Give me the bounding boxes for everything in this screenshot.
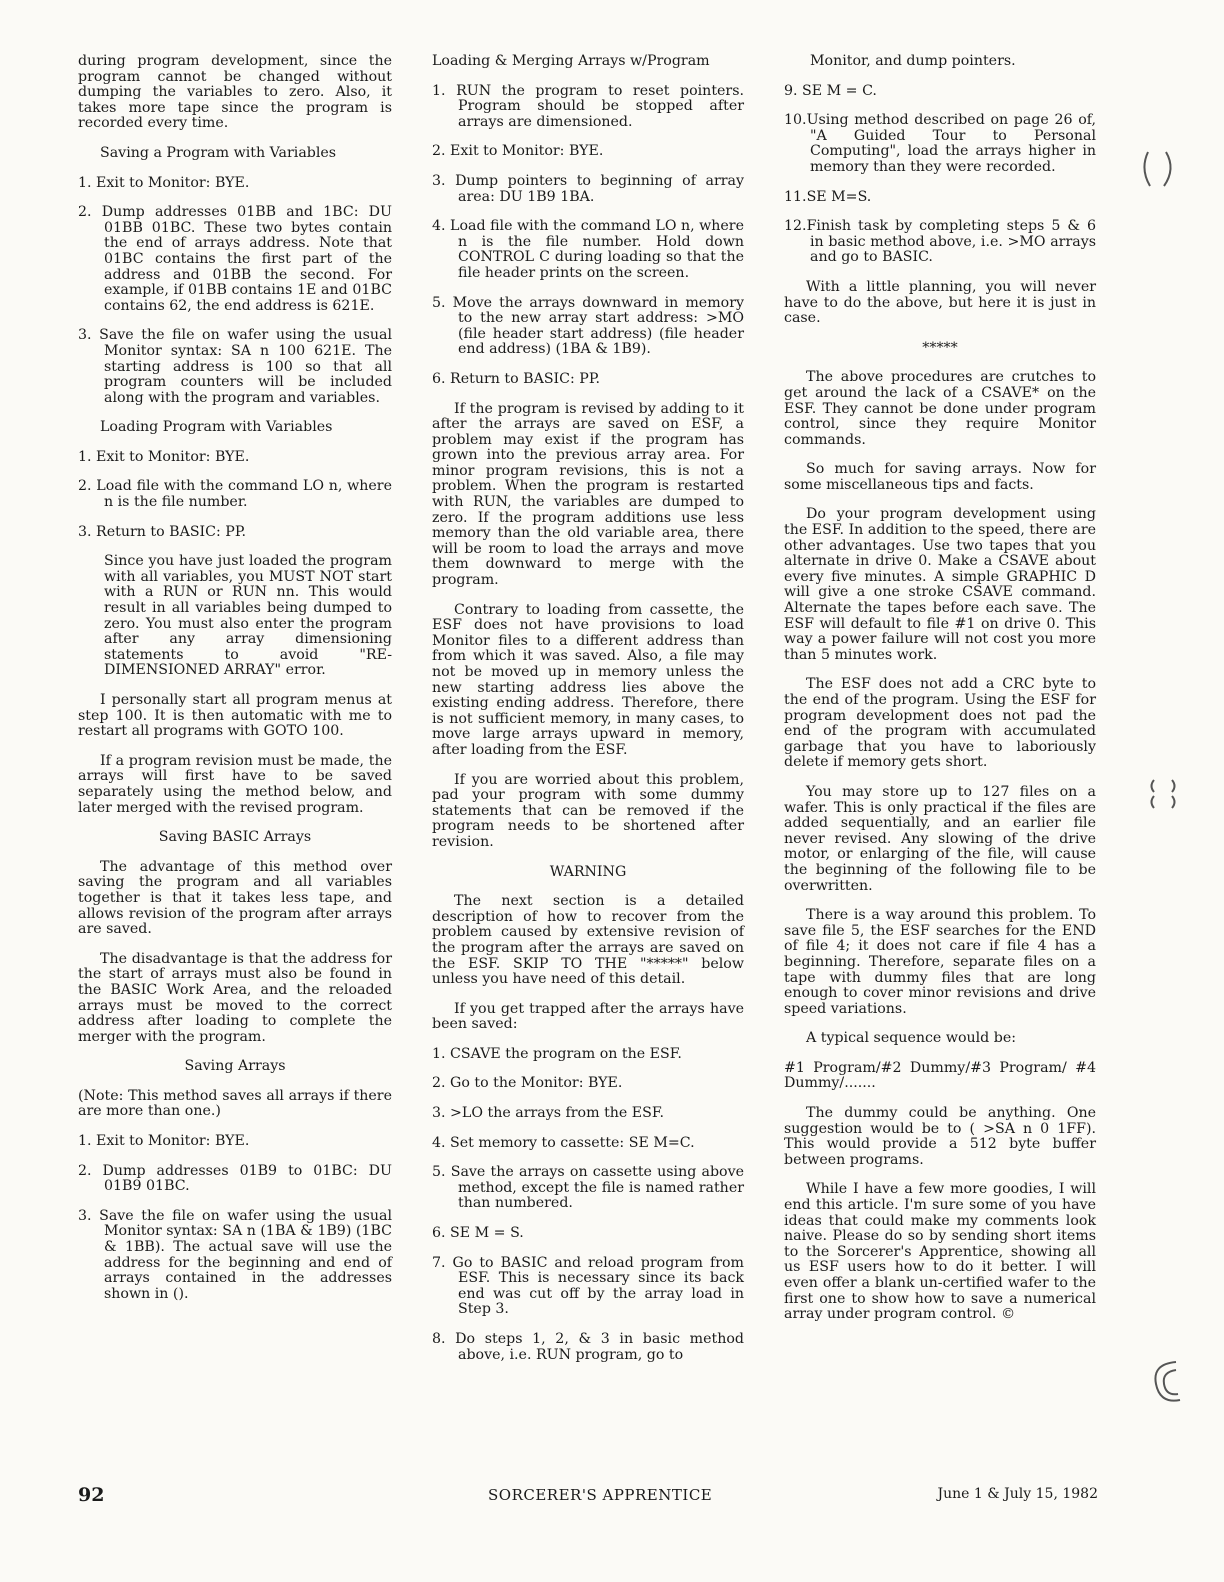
list-item-continuation: Monitor, and dump pointers.: [810, 53, 1016, 69]
column-3: [784, 54, 1096, 1337]
paragraph: during program development, since the program cannot be changed without dumping the variables to zero. Also, it takes more tape since the program is recorded every time.: [78, 53, 392, 132]
binder-hole-icon: [1138, 146, 1178, 192]
column-2: [432, 54, 744, 1377]
paragraph: The dummy could be anything. One suggestion would be to ( >SA n 0 1FF). This would provide a 512 byte buffer between programs.: [784, 1105, 1096, 1168]
list-item: 5. Move the arrays downward in memory to the new array start address: >MO (file header start address) (file header end address) (1BA & 1B9).: [432, 294, 744, 358]
paragraph: I personally start all program menus at step 100. It is then automatic with me to restart all programs with GOTO 100.: [78, 692, 392, 740]
page-footer: [78, 1484, 1098, 1506]
list-item: 3. Save the file on wafer using the usual Monitor syntax: SA n 100 621E. The starting address is 100 so that all program counters will be included along with the program and variables.: [78, 327, 392, 406]
paragraph: You may store up to 127 files on a wafer. This is only practical if the files are added sequentially, and an earlier file never revised. Any slowing of the drive motor, or enlarging of the file, will cause the beginning of the following file to be overwritten.: [784, 783, 1096, 894]
list-item: 2. Exit to Monitor: BYE.: [432, 143, 604, 160]
list-item: 3. Return to BASIC: PP.: [78, 523, 247, 540]
issue-date: June 1 & July 15, 1982: [937, 1486, 1098, 1502]
paragraph: While I have a few more goodies, I will end this article. I'm sure some of you have ideas that could make my comments look naive. Please do so by sending short items to the Sorcerer's Apprentice, showing all us ESF users how to do it better. I will even offer a blank un-certified wafer to the first one to show how to save a numerical array under program control. ©: [784, 1181, 1096, 1323]
paragraph: The next section is a detailed description of how to recover from the problem caused by extensive revision of the program after the arrays are saved on the ESF. SKIP TO THE "*****" below unless you have need of this detail.: [432, 893, 744, 988]
section-heading: Loading & Merging Arrays w/Program: [432, 53, 710, 69]
paragraph: So much for saving arrays. Now for some miscellaneous tips and facts.: [784, 461, 1096, 493]
list-item: 2. Dump addresses 01B9 to 01BC: DU 01B9 01BC.: [78, 1162, 392, 1195]
list-item: 10.Using method described on page 26 of, "A Guided Tour to Personal Computing", load the arrays higher in memory than they were recorded.: [784, 112, 1096, 175]
list-item: 9. SE M = C.: [784, 82, 877, 99]
publication-title: SORCERER'S APPRENTICE: [488, 1486, 713, 1504]
paragraph: Do your program development using the ESF. In addition to the speed, there are other advantages. Use two tapes that you alternate in drive 0. Make a CSAVE about every five minutes. A simple GRAPHIC D will give a one stroke CSAVE command. Alternate the tapes before each save. The ESF will default to file #1 on drive 0. This way a power failure will not cost you more than 5 minutes work.: [784, 506, 1096, 663]
paragraph: If you get trapped after the arrays have been saved:: [432, 1000, 744, 1033]
list-item: 1. RUN the program to reset pointers. Program should be stopped after arrays are dimensioned.: [432, 82, 744, 130]
list-item: 5. Save the arrays on cassette using above method, except the file is named rather than numbered.: [432, 1164, 744, 1212]
binder-hole-icon: [1146, 776, 1182, 810]
list-item: 4. Load file with the command LO n, where n is the file number. Hold down CONTROL C during loading so that the file header prints on the screen.: [432, 218, 744, 281]
list-item: 12.Finish task by completing steps 5 & 6 in basic method above, i.e. >MO arrays and go to BASIC.: [784, 218, 1096, 266]
list-item: 1. Exit to Monitor: BYE.: [78, 174, 250, 191]
paragraph: A typical sequence would be:: [806, 1030, 1017, 1047]
list-item: 1. Exit to Monitor: BYE.: [78, 448, 250, 465]
section-divider: *****: [922, 339, 958, 356]
section-heading: Loading Program with Variables: [100, 419, 333, 436]
paragraph: If a program revision must be made, the arrays will first have to be saved separately using the method below, and later merged with the revised program.: [78, 752, 392, 816]
paragraph: If the program is revised by adding to it after the arrays are saved on ESF, a problem may exist if the program has grown into the previous array area. For minor program revisions, this is not a problem. When the program is restarted with RUN, the variables are dumped to zero. If the program additions use less memory than the old variable area, there will be room to load the arrays and move them downward to merge with the program.: [432, 400, 744, 589]
paragraph: With a little planning, you will never have to do the above, but here it is just in case.: [784, 278, 1096, 327]
list-item: 11.SE M=S.: [784, 188, 872, 205]
list-item: 3. Save the file on wafer using the usual Monitor syntax: SA n (1BA & 1B9) (1BC & 1BB). The actual save will use the address for the beginning and end of arrays contained in the addresses shown in ().: [78, 1207, 392, 1302]
paragraph: The disadvantage is that the address for the start of arrays must also be found in the BASIC Work Area, and the reloaded arrays must be moved to the correct address after loading to complete the merger with the program.: [78, 950, 392, 1045]
column-1: [78, 54, 392, 1316]
paragraph: #1 Program/#2 Dummy/#3 Program/ #4 Dummy/.......: [784, 1059, 1096, 1092]
list-item: 6. Return to BASIC: PP.: [432, 370, 601, 387]
paragraph: There is a way around this problem. To save file 5, the ESF searches for the END of file 4; it does not care if file 4 has a beginning. Therefore, separate files on a tape with dummy files that are long enough to cover minor revisions and drive speed variations.: [784, 907, 1096, 1017]
list-item: 2. Dump addresses 01BB and 1BC: DU 01BB 01BC. These two bytes contain the end of arrays address. Note that 01BC contains the first part of the address and 01BB the second. For example, if 01BB contains 1E and 01BC contains 62, the end address is 621E.: [78, 204, 392, 314]
section-heading: Saving Arrays: [184, 1058, 286, 1075]
paragraph: Contrary to loading from cassette, the ESF does not have provisions to load Monitor files to a different address than from which it was saved. Also, a file may not be moved up in memory unless the new starting address lies above the existing ending address. Therefore, there is not sufficient memory, in many cases, to move large arrays upward in memory, after loading from the ESF.: [432, 601, 744, 758]
list-item: 2. Load file with the command LO n, where n is the file number.: [78, 478, 392, 511]
paragraph: The ESF does not add a CRC byte to the end of the program. Using the ESF for program development does not pad the end of the program with accumulated garbage that you have to laboriously delete if memory gets short.: [784, 676, 1096, 771]
list-item: 1. CSAVE the program on the ESF.: [432, 1045, 682, 1062]
list-item: 6. SE M = S.: [432, 1225, 524, 1242]
list-item: 8. Do steps 1, 2, & 3 in basic method above, i.e. RUN program, go to: [432, 1331, 744, 1363]
list-item: 3. >LO the arrays from the ESF.: [432, 1105, 665, 1122]
list-item: 2. Go to the Monitor: BYE.: [432, 1075, 623, 1092]
note: (Note: This method saves all arrays if there are more than one.): [78, 1087, 392, 1120]
warning-heading: WARNING: [549, 863, 627, 880]
list-item: 1. Exit to Monitor: BYE.: [78, 1133, 250, 1150]
paragraph: The advantage of this method over saving the program and all variables together is that it takes less tape, and allows revision of the program after arrays are saved.: [78, 858, 392, 938]
list-item: 7. Go to BASIC and reload program from ESF. This is necessary since its back end was cut off by the array load in Step 3.: [432, 1254, 744, 1318]
section-heading: Saving a Program with Variables: [100, 144, 337, 161]
binder-hole-icon: [1146, 1356, 1192, 1408]
list-item: 3. Dump pointers to beginning of array area: DU 1B9 1BA.: [432, 172, 744, 205]
paragraph: Since you have just loaded the program with all variables, you MUST NOT start with a RUN or RUN nn. This would result in all variables being dumped to zero. You must also enter the program after any array dimensioning statements to avoid "RE-DIMENSIONED ARRAY" error.: [104, 553, 392, 679]
section-heading: Saving BASIC Arrays: [158, 829, 312, 846]
page-number: 92: [78, 1484, 105, 1506]
list-item: 4. Set memory to cassette: SE M=C.: [432, 1134, 695, 1151]
paragraph: If you are worried about this problem, pad your program with some dummy statements that can be removed if the program needs to be shortened after revision.: [432, 771, 744, 850]
paragraph: The above procedures are crutches to get around the lack of a CSAVE* on the ESF. They cannot be done under program control, since they require Monitor commands.: [784, 369, 1096, 448]
